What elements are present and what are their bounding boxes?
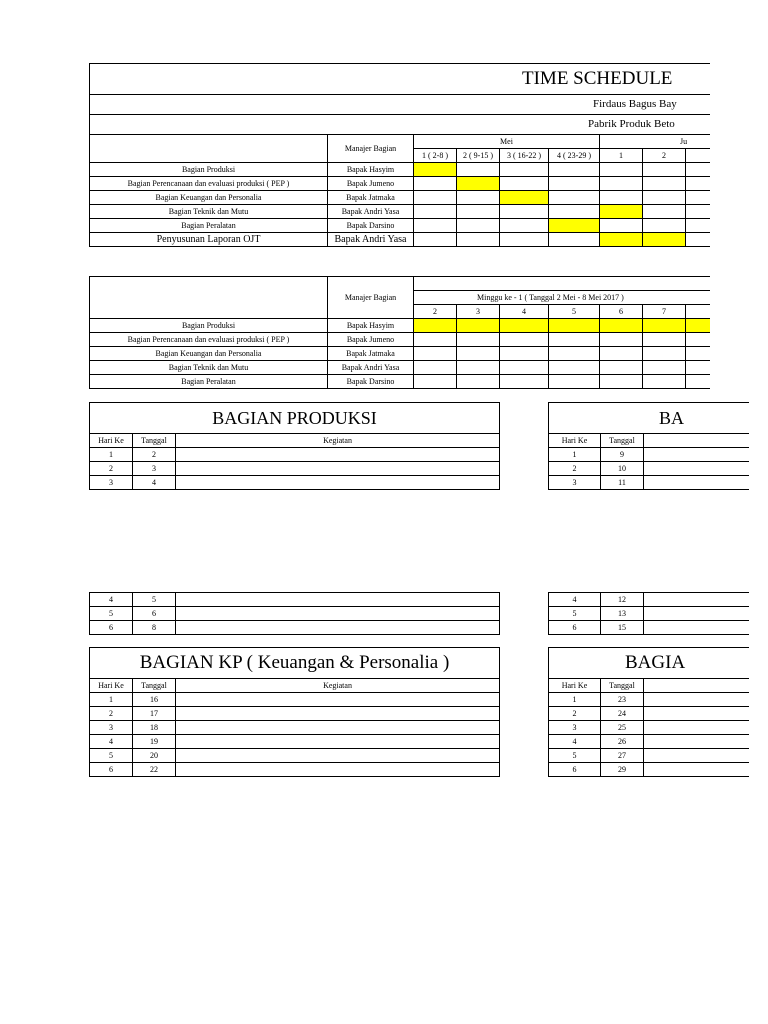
date-cell: 4 (133, 476, 176, 490)
weekly-cell (686, 361, 710, 375)
activity-cell (176, 476, 500, 490)
dept-cell: Bagian Perencanaan dan evaluasi produksi ( PEP ) (90, 177, 328, 191)
day-cell: 1 (549, 448, 601, 462)
date-cell: 5 (133, 593, 176, 607)
date-cell: 12 (601, 593, 644, 607)
date-cell: 24 (601, 707, 644, 721)
month-may: Mei (414, 135, 600, 149)
week-header: 2 ( 9-15 ) (457, 149, 500, 163)
weekly-cell (414, 375, 457, 389)
schedule-cell (600, 163, 643, 177)
activity-row (549, 621, 749, 635)
day-header: 3 (457, 305, 500, 319)
weekly-row (90, 319, 710, 333)
produksi-activity-header: Kegiatan (176, 434, 500, 448)
dept-cell: Bagian Teknik dan Mutu (90, 205, 328, 219)
schedule-row (90, 233, 710, 247)
schedule-row (90, 177, 710, 191)
weekly-cell (686, 347, 710, 361)
activity-cell (644, 462, 749, 476)
date-cell: 2 (133, 448, 176, 462)
schedule-cell (457, 219, 500, 233)
day-cell: 4 (549, 593, 601, 607)
day-cell: 3 (549, 721, 601, 735)
day-header: 2 (414, 305, 457, 319)
dept-cell: Bagian Keuangan dan Personalia (90, 191, 328, 205)
activity-row (549, 593, 749, 607)
weekly-highlight-cell (600, 319, 643, 333)
activity-row (90, 693, 500, 707)
activity-row (549, 476, 749, 490)
manager-cell: Bapak Jatmaka (328, 347, 414, 361)
activity-cell (644, 621, 749, 635)
day-header: 7 (643, 305, 686, 319)
weekly-cell (686, 375, 710, 389)
dept-cell: Bagian Produksi (90, 319, 328, 333)
weekly-manager-header: Manajer Bagian (328, 277, 414, 319)
weekly-highlight-cell (549, 319, 600, 333)
schedule-cell (600, 219, 643, 233)
manager-cell: Bapak Jatmaka (328, 191, 414, 205)
schedule-cell (600, 191, 643, 205)
schedule-row (90, 219, 710, 233)
manager-header: Manajer Bagian (328, 135, 414, 163)
activity-row (90, 621, 500, 635)
schedule-cell (643, 177, 686, 191)
date-cell: 15 (601, 621, 644, 635)
manager-cell: Bapak Jumeno (328, 333, 414, 347)
kp-table (89, 647, 500, 777)
manager-cell: Bapak Andri Yasa (328, 233, 414, 247)
activity-cell (644, 593, 749, 607)
weekly-cell (500, 333, 549, 347)
activity-row (90, 721, 500, 735)
weekly-cell (643, 347, 686, 361)
date-cell: 19 (133, 735, 176, 749)
weekly-cell (500, 347, 549, 361)
activity-cell (644, 693, 749, 707)
activity-row (549, 749, 749, 763)
schedule-cell (500, 177, 549, 191)
day-header: 6 (600, 305, 643, 319)
activity-cell (176, 462, 500, 476)
activity-row (549, 721, 749, 735)
activity-cell (176, 721, 500, 735)
schedule-cell (686, 191, 710, 205)
kp-title: BAGIAN KP ( Keuangan & Personalia ) (90, 648, 500, 679)
schedule-cell (643, 205, 686, 219)
day-cell: 6 (549, 621, 601, 635)
weekly-cell (643, 375, 686, 389)
weekly-cell (457, 347, 500, 361)
manager-cell: Bapak Jumeno (328, 177, 414, 191)
weekly-row (90, 333, 710, 347)
weekly-cell (643, 361, 686, 375)
schedule-cell (500, 163, 549, 177)
schedule-cell (643, 219, 686, 233)
schedule-row (90, 205, 710, 219)
day-header: 4 (500, 305, 549, 319)
weekly-cell (549, 333, 600, 347)
weekly-cell (549, 347, 600, 361)
schedule-cell (549, 233, 600, 247)
weekly-cell (549, 375, 600, 389)
pep-table-bottom (548, 592, 749, 635)
schedule-cell (457, 205, 500, 219)
schedule-highlight-cell (500, 191, 549, 205)
schedule-cell (414, 233, 457, 247)
dept-cell: Bagian Keuangan dan Personalia (90, 347, 328, 361)
dept-header (90, 135, 328, 163)
time-schedule-table (89, 63, 710, 247)
weekly-table (89, 276, 710, 389)
week-header: 4 ( 23-29 ) (549, 149, 600, 163)
activity-row (549, 735, 749, 749)
schedule-cell (457, 191, 500, 205)
activity-cell (644, 749, 749, 763)
day-cell: 5 (549, 607, 601, 621)
activity-row (549, 448, 749, 462)
activity-row (549, 607, 749, 621)
produksi-title: BAGIAN PRODUKSI (90, 403, 500, 434)
weekly-cell (414, 333, 457, 347)
schedule-cell (686, 205, 710, 219)
schedule-cell (549, 163, 600, 177)
teknik-day-header: Hari Ke (549, 679, 601, 693)
week-header: 1 (600, 149, 643, 163)
schedule-highlight-cell (600, 233, 643, 247)
day-cell: 5 (549, 749, 601, 763)
schedule-cell (414, 191, 457, 205)
schedule-cell (414, 219, 457, 233)
schedule-cell (549, 177, 600, 191)
weekly-cell (600, 333, 643, 347)
day-cell: 2 (90, 462, 133, 476)
produksi-date-header: Tanggal (133, 434, 176, 448)
activity-cell (644, 707, 749, 721)
day-cell: 5 (90, 607, 133, 621)
activity-row (549, 693, 749, 707)
schedule-cell (500, 219, 549, 233)
pep-activity-header (644, 434, 749, 448)
date-cell: 23 (601, 693, 644, 707)
date-cell: 16 (133, 693, 176, 707)
schedule-company: Pabrik Produk Beto (90, 115, 710, 135)
day-cell: 6 (90, 763, 133, 777)
date-cell: 3 (133, 462, 176, 476)
schedule-cell (500, 205, 549, 219)
weekly-row (90, 375, 710, 389)
activity-cell (176, 693, 500, 707)
manager-cell: Bapak Darsino (328, 219, 414, 233)
schedule-cell (686, 219, 710, 233)
manager-cell: Bapak Andri Yasa (328, 205, 414, 219)
weekly-cell (600, 347, 643, 361)
day-cell: 5 (90, 749, 133, 763)
activity-cell (176, 607, 500, 621)
activity-row (90, 763, 500, 777)
teknik-title: BAGIA (549, 648, 749, 679)
weekly-blank-header (414, 277, 710, 291)
weekly-cell (457, 361, 500, 375)
teknik-date-header: Tanggal (601, 679, 644, 693)
activity-cell (176, 707, 500, 721)
day-cell: 6 (90, 621, 133, 635)
schedule-cell (600, 177, 643, 191)
dept-cell: Bagian Perencanaan dan evaluasi produksi ( PEP ) (90, 333, 328, 347)
manager-cell: Bapak Darsino (328, 375, 414, 389)
schedule-name: Firdaus Bagus Bay (90, 95, 710, 115)
day-header: 5 (549, 305, 600, 319)
activity-row (549, 462, 749, 476)
date-cell: 10 (601, 462, 644, 476)
day-cell: 3 (90, 476, 133, 490)
activity-cell (644, 607, 749, 621)
activity-row (549, 707, 749, 721)
schedule-highlight-cell (549, 219, 600, 233)
activity-row (90, 476, 500, 490)
weekly-cell (457, 333, 500, 347)
schedule-cell (457, 163, 500, 177)
weekly-highlight-cell (414, 319, 457, 333)
weekly-highlight-cell (457, 319, 500, 333)
weekly-dept-header (90, 277, 328, 319)
weekly-cell (686, 333, 710, 347)
weekly-week-label: Minggu ke - 1 ( Tanggal 2 Mei - 8 Mei 2017 ) (414, 291, 710, 305)
schedule-cell (549, 191, 600, 205)
weekly-cell (643, 333, 686, 347)
activity-row (90, 607, 500, 621)
date-cell: 29 (601, 763, 644, 777)
produksi-table-bottom (89, 592, 500, 635)
weekly-cell (600, 375, 643, 389)
day-cell: 2 (549, 707, 601, 721)
kp-date-header: Tanggal (133, 679, 176, 693)
weekly-cell (414, 347, 457, 361)
week-header: 3 ( 16-22 ) (500, 149, 549, 163)
pep-title: BA (549, 403, 749, 434)
kp-activity-header: Kegiatan (176, 679, 500, 693)
activity-row (90, 735, 500, 749)
activity-cell (176, 735, 500, 749)
date-cell: 22 (133, 763, 176, 777)
day-cell: 4 (549, 735, 601, 749)
schedule-cell (686, 163, 710, 177)
schedule-row (90, 163, 710, 177)
teknik-table (548, 647, 749, 777)
produksi-day-header: Hari Ke (90, 434, 133, 448)
activity-row (90, 749, 500, 763)
schedule-cell (500, 233, 549, 247)
weekly-highlight-cell (643, 319, 686, 333)
date-cell: 27 (601, 749, 644, 763)
manager-cell: Bapak Hasyim (328, 319, 414, 333)
day-cell: 1 (90, 448, 133, 462)
day-cell: 3 (90, 721, 133, 735)
date-cell: 6 (133, 607, 176, 621)
activity-cell (644, 721, 749, 735)
weekly-cell (414, 361, 457, 375)
activity-cell (644, 448, 749, 462)
weekly-cell (686, 319, 710, 333)
schedule-cell (686, 177, 710, 191)
kp-day-header: Hari Ke (90, 679, 133, 693)
day-cell: 6 (549, 763, 601, 777)
activity-cell (644, 763, 749, 777)
day-cell: 2 (90, 707, 133, 721)
weekly-row (90, 347, 710, 361)
schedule-cell (414, 177, 457, 191)
pep-table-top (548, 402, 749, 490)
week-header: 2 (643, 149, 686, 163)
weekly-cell (457, 375, 500, 389)
day-cell: 1 (90, 693, 133, 707)
schedule-row (90, 191, 710, 205)
schedule-highlight-cell (643, 233, 686, 247)
pep-day-header: Hari Ke (549, 434, 601, 448)
weekly-highlight-cell (500, 319, 549, 333)
activity-cell (176, 763, 500, 777)
dept-cell: Bagian Peralatan (90, 375, 328, 389)
schedule-cell (643, 163, 686, 177)
date-cell: 9 (601, 448, 644, 462)
schedule-highlight-cell (457, 177, 500, 191)
activity-cell (176, 621, 500, 635)
manager-cell: Bapak Hasyim (328, 163, 414, 177)
schedule-cell (549, 205, 600, 219)
activity-cell (176, 448, 500, 462)
manager-cell: Bapak Andri Yasa (328, 361, 414, 375)
dept-cell: Bagian Produksi (90, 163, 328, 177)
dept-cell: Penyusunan Laporan OJT (90, 233, 328, 247)
date-cell: 8 (133, 621, 176, 635)
weekly-cell (500, 361, 549, 375)
dept-cell: Bagian Peralatan (90, 219, 328, 233)
activity-cell (644, 476, 749, 490)
schedule-cell (643, 191, 686, 205)
week-header: 1 ( 2-8 ) (414, 149, 457, 163)
activity-row (549, 763, 749, 777)
schedule-highlight-cell (414, 163, 457, 177)
teknik-activity-header (644, 679, 749, 693)
day-cell: 3 (549, 476, 601, 490)
schedule-title: TIME SCHEDULE (90, 64, 710, 95)
activity-cell (644, 735, 749, 749)
date-cell: 25 (601, 721, 644, 735)
weekly-cell (600, 361, 643, 375)
date-cell: 13 (601, 607, 644, 621)
schedule-cell (414, 205, 457, 219)
date-cell: 26 (601, 735, 644, 749)
date-cell: 20 (133, 749, 176, 763)
date-cell: 17 (133, 707, 176, 721)
pep-date-header: Tanggal (601, 434, 644, 448)
schedule-cell (686, 233, 710, 247)
activity-row (90, 462, 500, 476)
schedule-highlight-cell (600, 205, 643, 219)
dept-cell: Bagian Teknik dan Mutu (90, 361, 328, 375)
produksi-table-top (89, 402, 500, 490)
activity-row (90, 707, 500, 721)
activity-cell (176, 593, 500, 607)
weekly-row (90, 361, 710, 375)
activity-cell (176, 749, 500, 763)
schedule-cell (457, 233, 500, 247)
day-cell: 4 (90, 735, 133, 749)
day-cell: 4 (90, 593, 133, 607)
date-cell: 18 (133, 721, 176, 735)
day-cell: 1 (549, 693, 601, 707)
weekly-cell (500, 375, 549, 389)
date-cell: 11 (601, 476, 644, 490)
day-cell: 2 (549, 462, 601, 476)
weekly-cell (549, 361, 600, 375)
activity-row (90, 448, 500, 462)
month-june: Ju (600, 135, 710, 149)
activity-row (90, 593, 500, 607)
day-header (686, 305, 710, 319)
week-header (686, 149, 710, 163)
